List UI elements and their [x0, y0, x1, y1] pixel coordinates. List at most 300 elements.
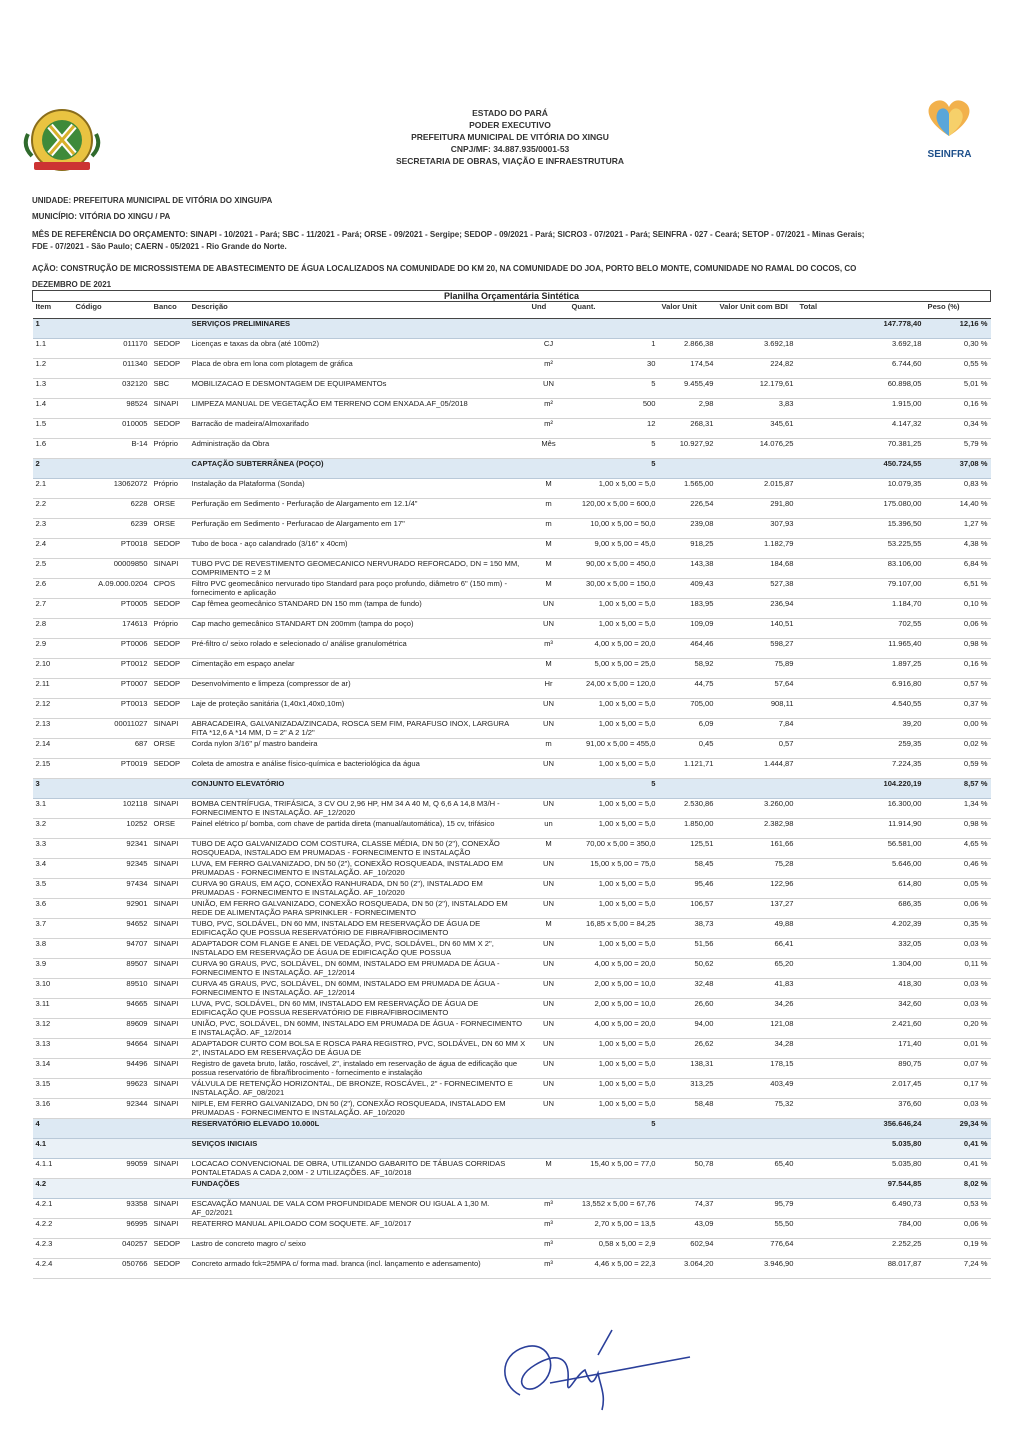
cell-desc: NIPLE, EM FERRO GALVANIZADO, DN 50 (2"), CONEXÃO ROSQUEADA, INSTALADO EM PRUMADAS - FORNECIMENTO E INSTALAÇÃO. AF_10/2020	[189, 1099, 529, 1119]
cell-peso: 14,40 %	[925, 499, 991, 519]
cell-und: M	[529, 579, 569, 599]
cell-vbdi: 345,61	[717, 419, 797, 439]
table-row	[33, 1259, 991, 1279]
cell-item: 3.15	[33, 1079, 73, 1099]
cell-vbdi: 3,83	[717, 399, 797, 419]
cell-quant: 16,85 x 5,00 = 84,25	[569, 919, 659, 939]
table-row	[33, 819, 991, 839]
cell-banco: ORSE	[151, 519, 189, 539]
cell-cod	[73, 319, 151, 339]
table-row	[33, 839, 991, 859]
cell-vbdi: 14.076,25	[717, 439, 797, 459]
cell-vu: 32,48	[659, 979, 717, 999]
cell-peso: 0,03 %	[925, 1099, 991, 1119]
cell-quant: 1,00 x 5,00 = 5,0	[569, 719, 659, 739]
table-row	[33, 399, 991, 419]
cell-quant: 10,00 x 5,00 = 50,0	[569, 519, 659, 539]
cell-und: UN	[529, 939, 569, 959]
cell-desc: Perfuração em Sedimento - Perfuração de Alargamento em 12.1/4"	[189, 499, 529, 519]
cell-quant: 5	[569, 459, 659, 479]
seinfra-logo-text: SEINFRA	[927, 149, 972, 160]
cell-banco: SEDOP	[151, 1259, 189, 1279]
cell-desc: Barracão de madeira/Almoxarifado	[189, 419, 529, 439]
cell-desc: ABRACADEIRA, GALVANIZADA/ZINCADA, ROSCA SEM FIM, PARAFUSO INOX, LARGURA FITA *12,6 A *14 MM, D = 2" A 2 1/2"	[189, 719, 529, 739]
group-row	[33, 1139, 991, 1159]
cell-peso: 12,16 %	[925, 319, 991, 339]
cell-und: UN	[529, 999, 569, 1019]
cell-item: 4.1	[33, 1139, 73, 1159]
cell-desc: UNIÃO, PVC, SOLDÁVEL, DN 60MM, INSTALADO EM PRUMADA DE ÁGUA - FORNECIMENTO E INSTALAÇÃO. AF_12/2014	[189, 1019, 529, 1039]
cell-peso: 0,98 %	[925, 639, 991, 659]
header-line-prefecture: PREFEITURA MUNICIPAL DE VITÓRIA DO XINGU	[411, 132, 609, 142]
cell-banco: SINAPI	[151, 1079, 189, 1099]
cell-item: 3.13	[33, 1039, 73, 1059]
document-header	[330, 107, 690, 167]
cell-total: 1.184,70	[797, 599, 925, 619]
cell-total: 1.915,00	[797, 399, 925, 419]
cell-total: 175.080,00	[797, 499, 925, 519]
cell-vu: 239,08	[659, 519, 717, 539]
cell-vbdi: 1.444,87	[717, 759, 797, 779]
referencia-line-2: FDE - 07/2021 - São Paulo; CAERN - 05/2021 - Rio Grande do Norte.	[32, 242, 287, 251]
cell-cod: 032120	[73, 379, 151, 399]
cell-peso: 0,10 %	[925, 599, 991, 619]
cell-banco: SEDOP	[151, 759, 189, 779]
table-row	[33, 799, 991, 819]
cell-desc: RESERVATÓRIO ELEVADO 10.000L	[189, 1119, 529, 1139]
cell-peso: 5,01 %	[925, 379, 991, 399]
cell-vu: 58,48	[659, 1099, 717, 1119]
cell-cod: 6228	[73, 499, 151, 519]
cell-vu: 74,37	[659, 1199, 717, 1219]
column-header: Código	[73, 302, 151, 319]
cell-vu: 109,09	[659, 619, 717, 639]
table-title: Planilha Orçamentária Sintética	[33, 291, 991, 302]
cell-vbdi: 65,20	[717, 959, 797, 979]
cell-item: 3.5	[33, 879, 73, 899]
column-header: Total	[797, 302, 925, 319]
cell-vbdi: 122,96	[717, 879, 797, 899]
cell-vu	[659, 459, 717, 479]
cell-vu: 43,09	[659, 1219, 717, 1239]
cell-banco	[151, 1139, 189, 1159]
cell-vbdi: 0,57	[717, 739, 797, 759]
cell-und	[529, 1119, 569, 1139]
cell-quant: 1,00 x 5,00 = 5,0	[569, 899, 659, 919]
cell-total: 784,00	[797, 1219, 925, 1239]
cell-quant: 1,00 x 5,00 = 5,0	[569, 1099, 659, 1119]
cell-peso: 0,20 %	[925, 1019, 991, 1039]
table-row	[33, 479, 991, 499]
cell-peso: 6,84 %	[925, 559, 991, 579]
table-row	[33, 679, 991, 699]
cell-vu: 313,25	[659, 1079, 717, 1099]
cell-vu	[659, 779, 717, 799]
table-row	[33, 999, 991, 1019]
cell-item: 2.14	[33, 739, 73, 759]
cell-vu: 94,00	[659, 1019, 717, 1039]
cell-banco	[151, 779, 189, 799]
cell-item: 2.3	[33, 519, 73, 539]
cell-vu: 138,31	[659, 1059, 717, 1079]
cell-desc: CONJUNTO ELEVATÓRIO	[189, 779, 529, 799]
cell-item: 2.9	[33, 639, 73, 659]
cell-item: 4.2.2	[33, 1219, 73, 1239]
cell-total: 7.224,35	[797, 759, 925, 779]
cell-quant: 1,00 x 5,00 = 5,0	[569, 599, 659, 619]
cell-vbdi	[717, 319, 797, 339]
cell-und	[529, 779, 569, 799]
cell-desc: SEVIÇOS INICIAIS	[189, 1139, 529, 1159]
cell-vbdi: 140,51	[717, 619, 797, 639]
table-row	[33, 659, 991, 679]
cell-quant: 91,00 x 5,00 = 455,0	[569, 739, 659, 759]
cell-peso: 1,34 %	[925, 799, 991, 819]
cell-cod: 89510	[73, 979, 151, 999]
cell-cod: 687	[73, 739, 151, 759]
column-header: Valor Unit	[659, 302, 717, 319]
cell-peso: 0,83 %	[925, 479, 991, 499]
cell-und: UN	[529, 599, 569, 619]
cell-peso: 8,57 %	[925, 779, 991, 799]
cell-vu: 58,45	[659, 859, 717, 879]
cell-desc: MOBILIZACAO E DESMONTAGEM DE EQUIPAMENTOs	[189, 379, 529, 399]
cell-quant: 30,00 x 5,00 = 150,0	[569, 579, 659, 599]
cell-total: 1.897,25	[797, 659, 925, 679]
cell-cod: 040257	[73, 1239, 151, 1259]
table-row	[33, 879, 991, 899]
cell-banco	[151, 319, 189, 339]
cell-peso: 0,41 %	[925, 1139, 991, 1159]
column-header: Peso (%)	[925, 302, 991, 319]
cell-und: UN	[529, 899, 569, 919]
table-row	[33, 519, 991, 539]
cell-total: 4.202,39	[797, 919, 925, 939]
cell-vu: 1.850,00	[659, 819, 717, 839]
cell-quant: 1	[569, 339, 659, 359]
cell-peso: 0,07 %	[925, 1059, 991, 1079]
cell-peso: 0,53 %	[925, 1199, 991, 1219]
cell-desc: Laje de proteção sanitária (1,40x1,40x0,10m)	[189, 699, 529, 719]
cell-peso: 0,06 %	[925, 619, 991, 639]
unidade-line: UNIDADE: PREFEITURA MUNICIPAL DE VITÓRIA DO XINGU/PA	[32, 196, 273, 205]
cell-vu: 50,78	[659, 1159, 717, 1179]
cell-und: m²	[529, 419, 569, 439]
cell-cod: PT0007	[73, 679, 151, 699]
cell-item: 1.6	[33, 439, 73, 459]
cell-total: 5.646,00	[797, 859, 925, 879]
cell-banco: SINAPI	[151, 559, 189, 579]
cell-vbdi	[717, 1179, 797, 1199]
table-row	[33, 499, 991, 519]
cell-vbdi: 178,15	[717, 1059, 797, 1079]
cell-peso: 8,02 %	[925, 1179, 991, 1199]
cell-vbdi: 49,88	[717, 919, 797, 939]
header-line-cnpj: CNPJ/MF: 34.887.935/0001-53	[450, 144, 570, 154]
cell-und: CJ	[529, 339, 569, 359]
cell-cod: 94665	[73, 999, 151, 1019]
cell-vbdi: 776,64	[717, 1239, 797, 1259]
cell-vu: 10.927,92	[659, 439, 717, 459]
cell-und: m	[529, 739, 569, 759]
cell-und: UN	[529, 959, 569, 979]
cell-desc: Licenças e taxas da obra (até 100m2)	[189, 339, 529, 359]
cell-vu	[659, 1179, 717, 1199]
cell-vu: 2,98	[659, 399, 717, 419]
cell-banco: SINAPI	[151, 939, 189, 959]
cell-cod: PT0018	[73, 539, 151, 559]
cell-total: 6.744,60	[797, 359, 925, 379]
cell-vu: 183,95	[659, 599, 717, 619]
cell-und	[529, 1139, 569, 1159]
cell-item: 3.9	[33, 959, 73, 979]
cell-cod: PT0013	[73, 699, 151, 719]
cell-total: 3.692,18	[797, 339, 925, 359]
cell-vbdi: 75,32	[717, 1099, 797, 1119]
cell-total: 1.304,00	[797, 959, 925, 979]
cell-desc: CAPTAÇÃO SUBTERRÂNEA (POÇO)	[189, 459, 529, 479]
cell-item: 2.2	[33, 499, 73, 519]
cell-peso: 0,16 %	[925, 659, 991, 679]
table-row	[33, 1199, 991, 1219]
cell-desc: UNIÃO, EM FERRO GALVANIZADO, CONEXÃO ROSQUEADA, DN 50 (2"), INSTALADO EM REDE DE ALIMENTAÇÃO PARA SPRINKLER - FORNECIMENTO	[189, 899, 529, 919]
column-header: Banco	[151, 302, 189, 319]
cell-cod: 10252	[73, 819, 151, 839]
header-line-power: PODER EXECUTIVO	[469, 120, 551, 130]
cell-peso: 4,65 %	[925, 839, 991, 859]
cell-total: 259,35	[797, 739, 925, 759]
cell-und: M	[529, 479, 569, 499]
cell-quant: 120,00 x 5,00 = 600,0	[569, 499, 659, 519]
cell-vu: 464,46	[659, 639, 717, 659]
cell-cod: 011170	[73, 339, 151, 359]
cell-cod: 93358	[73, 1199, 151, 1219]
cell-und: UN	[529, 1039, 569, 1059]
group-row	[33, 319, 991, 339]
cell-vbdi: 65,40	[717, 1159, 797, 1179]
cell-desc: VÁLVULA DE RETENÇÃO HORIZONTAL, DE BRONZE, ROSCÁVEL, 2" - FORNECIMENTO E INSTALAÇÃO. AF_08/2021	[189, 1079, 529, 1099]
cell-peso: 0,01 %	[925, 1039, 991, 1059]
municipal-crest-logo	[22, 104, 102, 174]
cell-banco: SEDOP	[151, 339, 189, 359]
cell-peso: 4,38 %	[925, 539, 991, 559]
cell-total: 332,05	[797, 939, 925, 959]
cell-peso: 0,19 %	[925, 1239, 991, 1259]
cell-item: 3.11	[33, 999, 73, 1019]
table-row	[33, 379, 991, 399]
cell-item: 3.10	[33, 979, 73, 999]
cell-desc: ADAPTADOR COM FLANGE E ANEL DE VEDAÇÃO, PVC, SOLDÁVEL, DN 60 MM X 2", INSTALADO EM RESERVAÇÃO DE ÁGUA DE EDIFICAÇÃO QUE POSSUA	[189, 939, 529, 959]
cell-banco: SINAPI	[151, 1099, 189, 1119]
cell-peso: 0,02 %	[925, 739, 991, 759]
cell-banco: SINAPI	[151, 1039, 189, 1059]
cell-banco: SEDOP	[151, 1239, 189, 1259]
cell-vu: 268,31	[659, 419, 717, 439]
cell-item: 1.1	[33, 339, 73, 359]
cell-quant: 4,46 x 5,00 = 22,3	[569, 1259, 659, 1279]
cell-cod: 94664	[73, 1039, 151, 1059]
cell-peso: 0,03 %	[925, 979, 991, 999]
cell-item: 1	[33, 319, 73, 339]
referencia-line-1: MÊS DE REFERÊNCIA DO ORÇAMENTO: SINAPI - 10/2021 - Pará; SBC - 11/2021 - Pará; ORSE - 09/2021 - Sergipe; SEDOP - 09/2021 - Pará; SICRO3 - 07/2021 - Pará; SEINFRA - 027 - Ceará; SETOP - 07/2021 - Minas Gerais;	[32, 230, 865, 239]
cell-vbdi: 137,27	[717, 899, 797, 919]
table-row	[33, 1039, 991, 1059]
cell-banco: SINAPI	[151, 859, 189, 879]
cell-quant: 9,00 x 5,00 = 45,0	[569, 539, 659, 559]
cell-peso: 5,79 %	[925, 439, 991, 459]
table-row	[33, 699, 991, 719]
cell-vbdi	[717, 1139, 797, 1159]
cell-total: 686,35	[797, 899, 925, 919]
cell-item: 3.3	[33, 839, 73, 859]
cell-vbdi: 236,94	[717, 599, 797, 619]
cell-total: 97.544,85	[797, 1179, 925, 1199]
group-row	[33, 779, 991, 799]
cell-cod: 97434	[73, 879, 151, 899]
cell-total: 16.300,00	[797, 799, 925, 819]
cell-vu: 95,46	[659, 879, 717, 899]
cell-vu	[659, 1139, 717, 1159]
cell-quant	[569, 1179, 659, 1199]
cell-peso: 0,57 %	[925, 679, 991, 699]
cell-desc: LIMPEZA MANUAL DE VEGETAÇÃO EM TERRENO COM ENXADA.AF_05/2018	[189, 399, 529, 419]
cell-und: un	[529, 819, 569, 839]
cell-und: UN	[529, 879, 569, 899]
cell-banco: SINAPI	[151, 1219, 189, 1239]
cell-und: UN	[529, 619, 569, 639]
cell-total: 418,30	[797, 979, 925, 999]
cell-banco: Próprio	[151, 439, 189, 459]
cell-cod: 6239	[73, 519, 151, 539]
cell-und: M	[529, 1159, 569, 1179]
cell-und: UN	[529, 1099, 569, 1119]
cell-total: 890,75	[797, 1059, 925, 1079]
cell-und: m²	[529, 359, 569, 379]
cell-und: m	[529, 499, 569, 519]
cell-peso: 0,55 %	[925, 359, 991, 379]
cell-und: UN	[529, 1059, 569, 1079]
cell-quant: 4,00 x 5,00 = 20,0	[569, 959, 659, 979]
cell-cod: 89507	[73, 959, 151, 979]
cell-cod: 174613	[73, 619, 151, 639]
date-line: DEZEMBRO DE 2021	[32, 280, 112, 289]
cell-item: 3.7	[33, 919, 73, 939]
cell-quant: 5	[569, 1119, 659, 1139]
cell-item: 2.5	[33, 559, 73, 579]
cell-cod: 00009850	[73, 559, 151, 579]
cell-vu: 3.064,20	[659, 1259, 717, 1279]
cell-banco: ORSE	[151, 739, 189, 759]
cell-desc: TUBO, PVC, SOLDÁVEL, DN 60 MM, INSTALADO EM RESERVAÇÃO DE ÁGUA DE EDIFICAÇÃO QUE POSSUA RESERVATÓRIO DE FIBRA/FIBROCIMENTO	[189, 919, 529, 939]
cell-desc: FUNDAÇÕES	[189, 1179, 529, 1199]
table-row	[33, 739, 991, 759]
cell-vbdi: 307,93	[717, 519, 797, 539]
cell-banco	[151, 1179, 189, 1199]
cell-vu: 50,62	[659, 959, 717, 979]
cell-peso: 29,34 %	[925, 1119, 991, 1139]
cell-quant: 70,00 x 5,00 = 350,0	[569, 839, 659, 859]
cell-total: 104.220,19	[797, 779, 925, 799]
cell-quant: 500	[569, 399, 659, 419]
cell-total: 79.107,00	[797, 579, 925, 599]
cell-desc: Tubo de boca - aço calandrado (3/16" x 40cm)	[189, 539, 529, 559]
cell-vbdi	[717, 1119, 797, 1139]
cell-quant: 5,00 x 5,00 = 25,0	[569, 659, 659, 679]
cell-total: 171,40	[797, 1039, 925, 1059]
table-row	[33, 1099, 991, 1119]
cell-total: 2.421,60	[797, 1019, 925, 1039]
cell-cod: 92344	[73, 1099, 151, 1119]
cell-cod: 92341	[73, 839, 151, 859]
acao-line: AÇÃO: CONSTRUÇÃO DE MICROSSISTEMA DE ABASTECIMENTO DE ÁGUA LOCALIZADOS NA COMUNIDADE DO KM 20, NA COMUNIDADE DO JOA, PORTO BELO MONTE, COMUNIDADE NO RAMAL DO COCOS, CO	[32, 264, 857, 273]
cell-item: 4.2.3	[33, 1239, 73, 1259]
cell-vbdi: 161,66	[717, 839, 797, 859]
cell-vu: 26,62	[659, 1039, 717, 1059]
cell-vu: 174,54	[659, 359, 717, 379]
cell-quant: 0,58 x 5,00 = 2,9	[569, 1239, 659, 1259]
cell-vbdi: 41,83	[717, 979, 797, 999]
table-row	[33, 979, 991, 999]
cell-vbdi: 75,28	[717, 859, 797, 879]
cell-total: 5.035,80	[797, 1159, 925, 1179]
table-row	[33, 1159, 991, 1179]
cell-banco: ORSE	[151, 499, 189, 519]
cell-vu: 1.565,00	[659, 479, 717, 499]
cell-banco: SINAPI	[151, 999, 189, 1019]
cell-desc: Painel elétrico p/ bomba, com chave de partida direta (manual/automática), 15 cv, trifásico	[189, 819, 529, 839]
cell-und: Hr	[529, 679, 569, 699]
cell-vbdi	[717, 459, 797, 479]
cell-quant: 1,00 x 5,00 = 5,0	[569, 1039, 659, 1059]
cell-vu: 38,73	[659, 919, 717, 939]
header-line-secretariat: SECRETARIA DE OBRAS, VIAÇÃO E INFRAESTRUTURA	[395, 156, 625, 166]
cell-total: 6.490,73	[797, 1199, 925, 1219]
cell-total: 15.396,50	[797, 519, 925, 539]
cell-banco: SINAPI	[151, 799, 189, 819]
cell-item: 2.11	[33, 679, 73, 699]
column-header: Und	[529, 302, 569, 319]
table-row	[33, 1079, 991, 1099]
cell-quant: 24,00 x 5,00 = 120,0	[569, 679, 659, 699]
cell-desc: CURVA 90 GRAUS, PVC, SOLDÁVEL, DN 60MM, INSTALADO EM PRUMADA DE ÁGUA - FORNECIMENTO E INSTALAÇÃO. AF_12/2014	[189, 959, 529, 979]
cell-cod: PT0005	[73, 599, 151, 619]
cell-total: 147.778,40	[797, 319, 925, 339]
cell-cod: 96995	[73, 1219, 151, 1239]
cell-und: UN	[529, 759, 569, 779]
cell-cod: PT0006	[73, 639, 151, 659]
cell-item: 1.5	[33, 419, 73, 439]
cell-banco: SEDOP	[151, 359, 189, 379]
cell-cod	[73, 1139, 151, 1159]
cell-und: UN	[529, 1019, 569, 1039]
cell-desc: BOMBA CENTRÍFUGA, TRIFÁSICA, 3 CV OU 2,96 HP, HM 34 A 40 M, Q 6,6 A 14,8 M3/H - FORNECIMENTO E INSTALAÇÃO. AF_12/2020	[189, 799, 529, 819]
cell-und: M	[529, 659, 569, 679]
cell-total: 6.916,80	[797, 679, 925, 699]
cell-cod: 010005	[73, 419, 151, 439]
cell-desc: LUVA, EM FERRO GALVANIZADO, DN 50 (2"), CONEXÃO ROSQUEADA, INSTALADO EM PRUMADAS - FORNECIMENTO E INSTALAÇÃO. AF_10/2020	[189, 859, 529, 879]
cell-item: 2.4	[33, 539, 73, 559]
cell-banco: SEDOP	[151, 639, 189, 659]
cell-total: 39,20	[797, 719, 925, 739]
cell-banco: SEDOP	[151, 539, 189, 559]
table-header-row	[33, 302, 991, 319]
cell-banco: Próprio	[151, 619, 189, 639]
table-row	[33, 439, 991, 459]
cell-und: m³	[529, 1219, 569, 1239]
cell-cod: 94652	[73, 919, 151, 939]
cell-desc: Filtro PVC geomecânico nervurado tipo Standard para poço profundo, diâmetro 6" (150 mm) - fornecimento e aplicação	[189, 579, 529, 599]
cell-peso: 1,27 %	[925, 519, 991, 539]
